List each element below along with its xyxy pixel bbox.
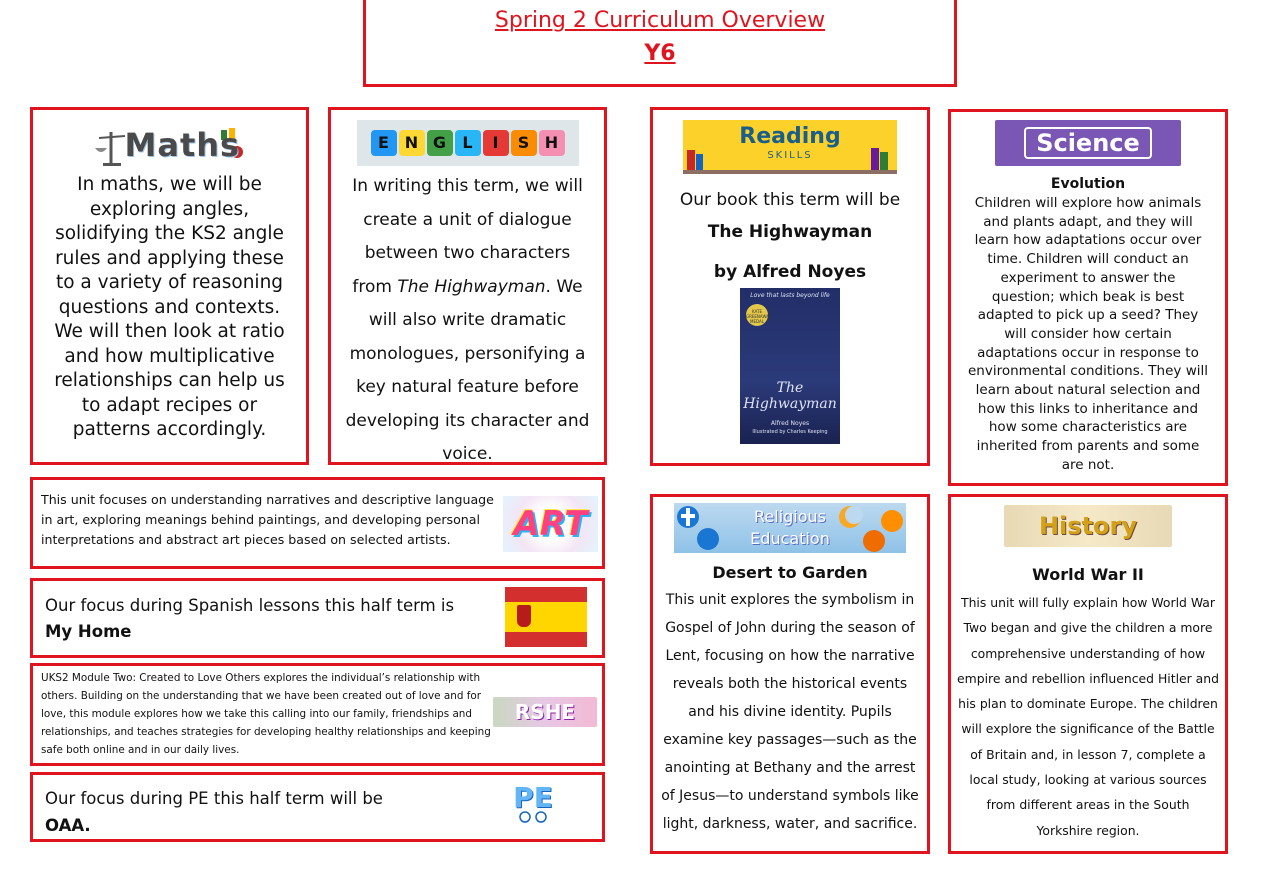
- spanish-text: [45, 593, 485, 645]
- reading-banner-title: Reading: [739, 124, 841, 149]
- re-box: [650, 494, 930, 854]
- rshe-text: UKS2 Module Two: Created to Love Others explores the individual’s relationship with others. Building on the understanding that we have been created out of love and for love, this module explores how we take this calling into our family, friendships and relationships, and teaches strategies for developing healthy relationships and keeping safe both online and in our daily lives.: [41, 672, 491, 756]
- book-cover: [740, 288, 840, 444]
- pe-text: [45, 785, 395, 839]
- letter-block-i: I: [483, 130, 509, 156]
- history-banner-label: History: [1038, 512, 1138, 540]
- pe-banner: [501, 781, 565, 835]
- maths-banner: [95, 126, 245, 168]
- maths-box: [30, 107, 309, 465]
- english-box: [328, 107, 607, 465]
- pe-box: [30, 772, 605, 842]
- art-box: [30, 477, 605, 569]
- art-banner-label: ART: [513, 504, 588, 544]
- letter-block-g: G: [427, 130, 453, 156]
- reading-author: by Alfred Noyes: [713, 262, 867, 282]
- pe-topic: OAA.: [45, 816, 91, 835]
- rshe-box: [30, 663, 605, 766]
- history-topic: World War II: [1032, 565, 1144, 584]
- re-banner-line2: Education: [750, 529, 830, 548]
- page-title: Spring 2 Curriculum Overview: [494, 8, 826, 33]
- science-topic: Evolution: [1050, 176, 1126, 192]
- spanish-box: [30, 578, 605, 658]
- english-book-title: The Highwayman: [397, 276, 546, 297]
- spain-flag-icon: [505, 587, 587, 647]
- reading-intro: Our book this term will be: [679, 190, 901, 210]
- cover-tagline: Love that lasts beyond life: [750, 292, 830, 299]
- books-icon: [683, 120, 897, 174]
- pe-text-plain: Our focus during PE this half term will be: [45, 789, 383, 808]
- reading-box: [650, 107, 930, 466]
- art-text: This unit focuses on understanding narratives and descriptive language in art, exploring meanings behind paintings, and developing personal interpretations and abstract art pieces based on selected artists.: [41, 492, 494, 547]
- re-topic: Desert to Garden: [712, 563, 868, 582]
- english-text-before: In writing this term, we will create a unit of dialogue between two characters from: [352, 176, 583, 297]
- spanish-topic: My Home: [45, 622, 132, 641]
- reading-banner-sub: SKILLS: [767, 150, 813, 161]
- science-banner-label: Science: [1024, 127, 1152, 159]
- cover-badge: KATE GREENAWAY MEDAL: [746, 304, 768, 326]
- pe-banner-label: PE: [513, 781, 553, 814]
- cover-illustrator: Illustrated by Charles Keeping: [752, 429, 828, 435]
- re-text: This unit explores the symbolism in Gospel of John during the season of Lent, focusing on how the narrative reveals both the historical events and his divine identity. Pupils examine key passages—such as the anointing at Bethany and the arrest of Jesus—to understand symbols like light, darkness, water, and sacrifice.: [661, 592, 919, 832]
- maths-text: In maths, we will be exploring angles, solidifying the KS2 angle rules and applying these to a variety of reasoning questions and contexts. We will then look at ratio and how multiplicative relationships can help us to adapt recipes or patterns accordingly.: [54, 174, 285, 440]
- re-banner: [674, 503, 906, 553]
- year-label: Y6: [644, 41, 676, 66]
- letter-block-s: S: [511, 130, 537, 156]
- cover-author: Alfred Noyes: [770, 420, 810, 427]
- letter-block-l: L: [455, 130, 481, 156]
- science-banner: [995, 120, 1181, 166]
- reading-banner: [683, 120, 897, 174]
- spanish-text-plain: Our focus during Spanish lessons this half term is: [45, 596, 455, 615]
- science-text: Children will explore how animals and plants adapt, and they will learn how adaptations occur over time. Children will conduct an experiment to answer the question; which beak is best adapted to pick up a seed? They will consider how certain adaptations occur in response to environmental conditions. They will learn about natural selection and how this links to inheritance and how some characteristics are inherited from parents and some are not.: [967, 195, 1208, 473]
- history-banner: [1004, 505, 1172, 547]
- rshe-banner-label: RSHE: [514, 700, 576, 724]
- re-banner-line1: Religious: [754, 507, 826, 526]
- header-box: [363, 0, 957, 87]
- reading-book: The Highwayman: [707, 222, 873, 242]
- cover-title: The Highwayman: [743, 380, 837, 412]
- english-banner: [357, 120, 579, 166]
- science-box: [948, 109, 1228, 486]
- letter-block-h: H: [539, 130, 565, 156]
- letter-block-n: N: [399, 130, 425, 156]
- maths-banner-label: Maths: [124, 126, 241, 164]
- rshe-banner: [493, 697, 597, 727]
- history-box: [948, 494, 1228, 854]
- letter-block-e: E: [371, 130, 397, 156]
- english-text-after: . We will also write dramatic monologues, personifying a key natural feature before developing its character and voice.: [345, 276, 590, 464]
- art-banner: [503, 496, 598, 552]
- history-text: This unit will fully explain how World War Two began and give the children a more comprehensive understanding of how empire and rebellion influenced Hitler and his plan to dominate Europe. The children will explore the significance of the Battle of Britain and, in lesson 7, complete a local study, looking at various sources from different areas in the South Yorkshire region.: [957, 595, 1219, 838]
- english-text: [331, 166, 604, 472]
